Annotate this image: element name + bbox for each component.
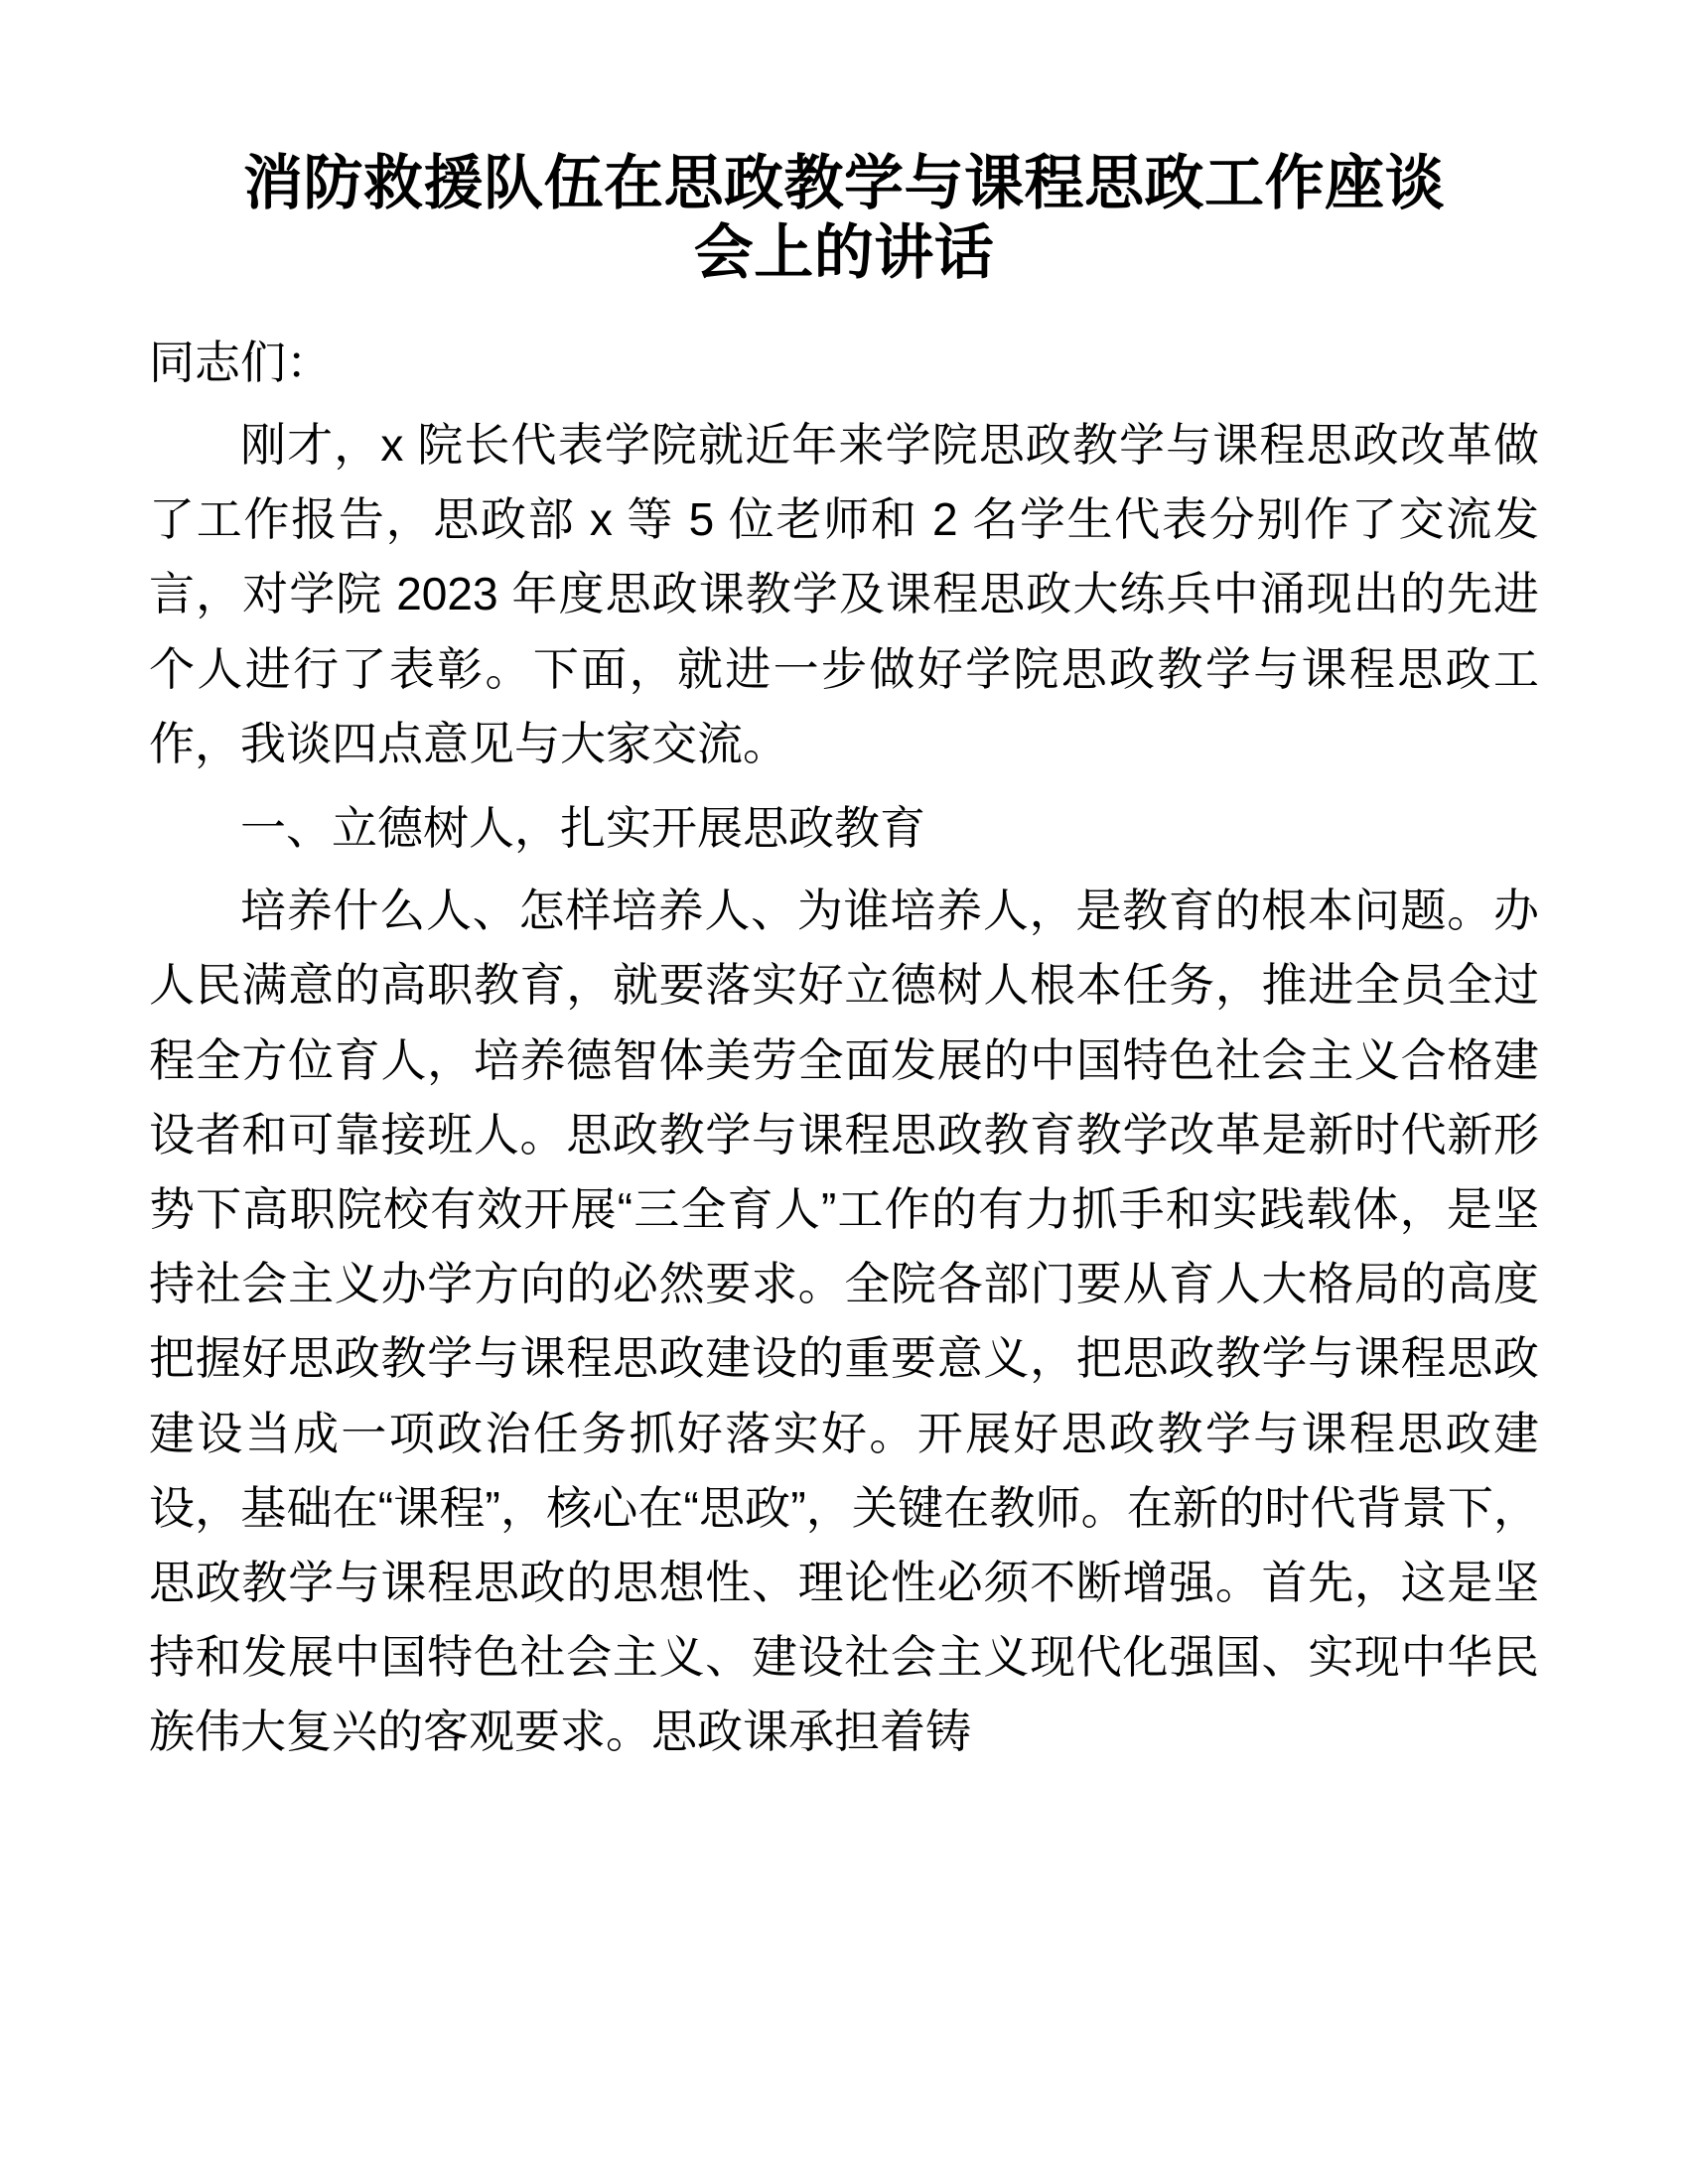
paragraph-section-1-body: 培养什么人、怎样培养人、为谁培养人，是教育的根本问题。办人民满意的高职教育，就要落实好立德树人根本任务，推进全员全过程全方位育人，培养德智体美劳全面发展的中国特色社会主义合格建设者和可靠接班人。思政教学与课程思政教育教学改革是新时代新形势下高职院校有效开展“三全育人”工作的有力抓手和实践载体，是坚持社会主义办学方向的必然要求。全院各部门要从育人大格局的高度把握好思政教学与课程思政建设的重要意义，把思政教学与课程思政建设当成一项政治任务抓好落实好。开展好思政教学与课程思政建设，基础在“课程”，核心在“思政”，关键在教师。在新的时代背景下，思政教学与课程思政的思想性、理论性必须不断增强。首先，这是坚持和发展中国特色社会主义、建设社会主义现代化强国、实现中华民族伟大复兴的客观要求。思政课承担着铸 — [149, 885, 1539, 1758]
section-heading-1: 一、立德树人，扎实开展思政教育 — [240, 801, 925, 854]
title-line-2: 会上的讲话 — [693, 219, 995, 287]
paragraph-intro: 刚才，x 院长代表学院就近年来学院思政教学与课程思政改革做了工作报告，思政部 x 等 5 位老师和 2 名学生代表分别作了交流发言，对学院 2023 年度思政课教学及课程思政大练兵中涌现出的先进个人进行了表彰。下面，就进一步做好学院思政教学与课程思政工作，我谈四点意见与大家交流。 — [149, 418, 1539, 769]
title-line-1: 消防救援队伍在思政教学与课程思政工作座谈 — [243, 150, 1445, 216]
page-title — [149, 149, 1539, 288]
salutation: 同志们： — [149, 337, 332, 389]
